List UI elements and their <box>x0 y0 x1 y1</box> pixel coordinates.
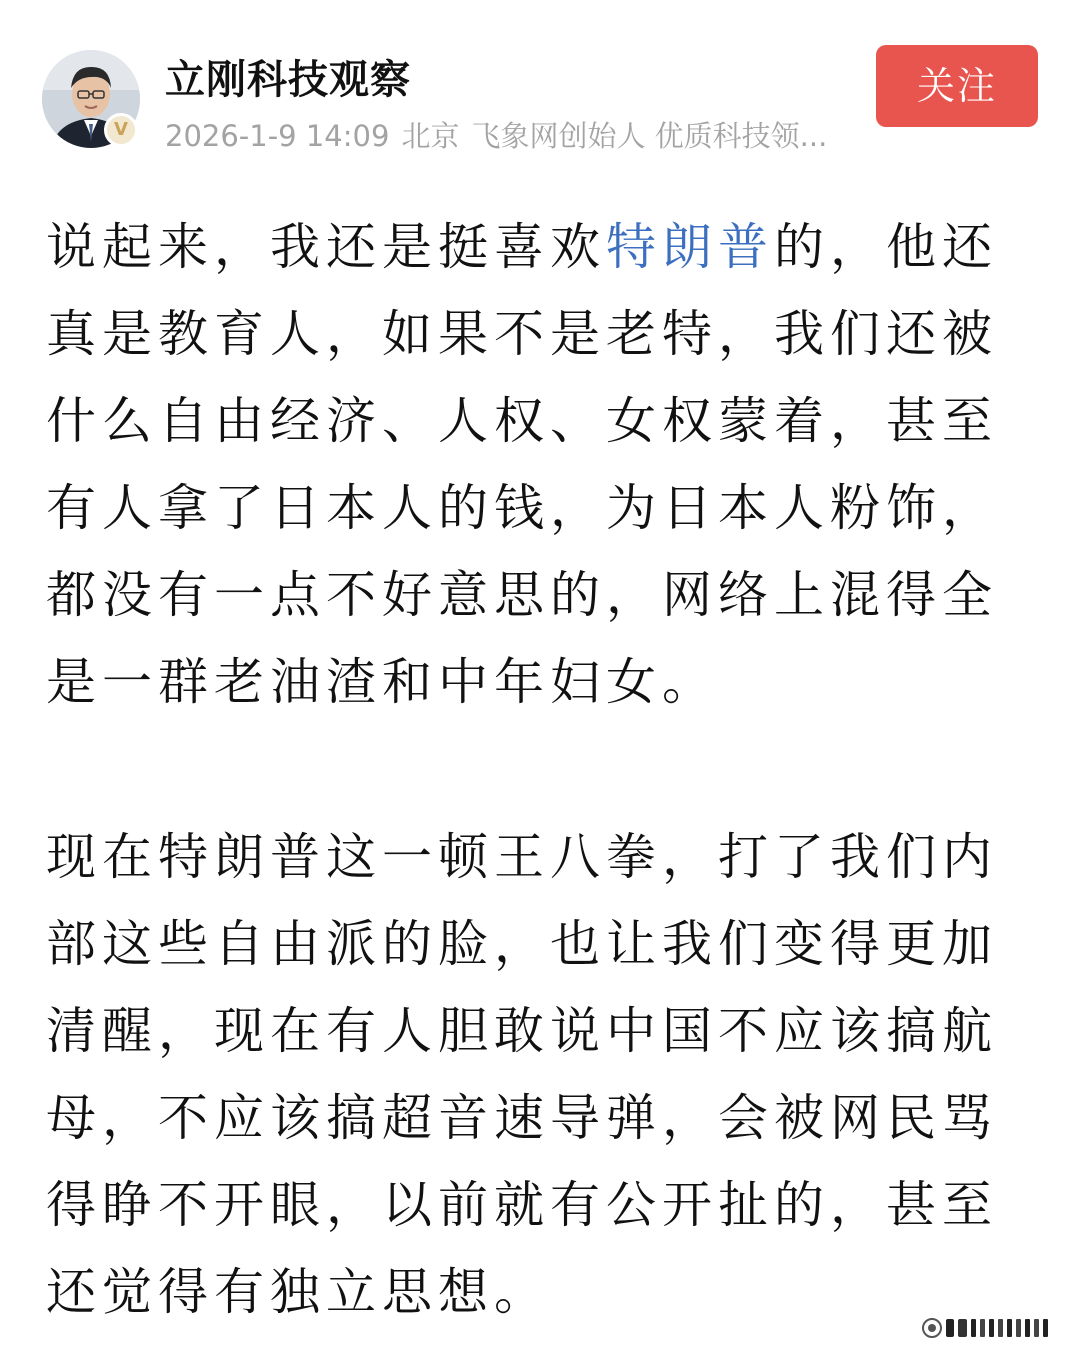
author-description: 飞象网创始人 优质科技领... <box>471 119 828 153</box>
verified-badge-icon: V <box>104 113 138 147</box>
topic-link-trump[interactable]: 特朗普 <box>606 218 774 276</box>
paragraph-1-text-start: 说起来，我还是挺喜欢 <box>46 218 606 276</box>
paragraph-1-text-end: 的，他还真是教育人，如果不是老特，我们还被什么自由经济、人权、女权蒙着，甚至有人拿了日本人的钱，为日本人粉饰，都没有一点不好意思的，网络上混得全是一群老油渣和中年妇女。 <box>46 218 998 711</box>
post-datetime: 2026-1-9 14:09 <box>165 119 390 153</box>
watermark-graphic <box>922 1316 1052 1340</box>
follow-button[interactable]: 关注 <box>876 45 1038 127</box>
post-paragraph-1 <box>46 204 1006 726</box>
post-location: 北京 <box>401 119 460 153</box>
post-meta <box>165 114 855 155</box>
watermark-logo <box>922 1316 1052 1340</box>
author-name[interactable]: 立刚科技观察 <box>165 57 411 103</box>
post-body <box>46 204 1006 1336</box>
post-header <box>0 0 1080 170</box>
paragraph-spacer <box>46 726 1006 814</box>
post-paragraph-2: 现在特朗普这一顿王八拳，打了我们内部这些自由派的脸，也让我们变得更加清醒，现在有人胆敢说中国不应该搞航母，不应该搞超音速导弹，会被网民骂得睁不开眼，以前就有公开扯的，甚至还觉得有独立思想。 <box>46 828 998 1321</box>
